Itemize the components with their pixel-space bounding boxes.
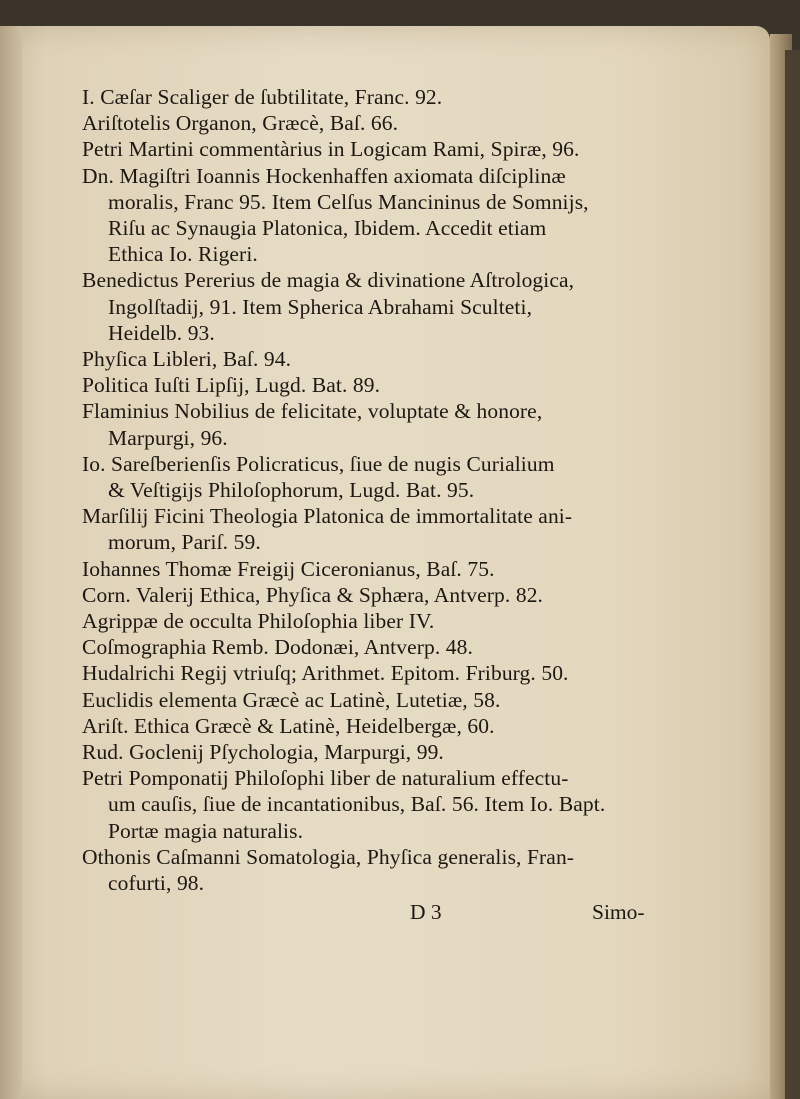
bibliography-list: [82, 84, 662, 896]
entry-line: Agrippæ de occulta Philoſophia liber IV.: [82, 609, 435, 634]
entry-continuation-line: Riſu ac Synaugia Platonica, Ibidem. Accedit etiam: [108, 216, 547, 241]
entry-continuation-line: & Veſtigijs Philoſophorum, Lugd. Bat. 95.: [108, 478, 475, 503]
catchword: Simo-: [592, 900, 645, 924]
entry-continuation-line: cofurti, 98.: [108, 871, 205, 896]
entry-line: Coſmographia Remb. Dodonæi, Antverp. 48.: [82, 635, 473, 660]
entry-line: Dn. Magiſtri Ioannis Hockenhaffen axiomata diſciplinæ: [82, 163, 566, 188]
binding-gutter: [0, 26, 22, 1099]
entry-line: Marſilij Ficini Theologia Platonica de immortalitate ani-: [82, 504, 573, 529]
page-footer: [0, 900, 770, 934]
entry-line: Benedictus Pererius de magia & divinatione Aſtrologica,: [82, 268, 575, 293]
entry-line: Phyſica Libleri, Baſ. 94.: [82, 347, 292, 372]
entry-line: Petri Martini commentàrius in Logicam Rami, Spiræ, 96.: [82, 137, 580, 162]
entry-continuation-line: Ingolſtadij, 91. Item Spherica Abrahami Sculteti,: [108, 294, 533, 319]
entry-line: Euclidis elementa Græcè ac Latinè, Lutetiæ, 58.: [82, 687, 501, 712]
entry-line: I. Cæſar Scaliger de ſubtilitate, Franc. 92.: [82, 85, 443, 109]
signature-mark: D 3: [410, 900, 442, 924]
book-cover-edge: [785, 50, 800, 1099]
entry-line: Othonis Caſmanni Somatologia, Phyſica generalis, Fran-: [82, 844, 575, 869]
entry-line: Flaminius Nobilius de felicitate, voluptate & honore,: [82, 399, 543, 424]
entry-continuation-line: Ethica Io. Rigeri.: [108, 242, 258, 267]
entry-line: Hudalrichi Regij vtriuſq; Arithmet. Epitom. Friburg. 50.: [82, 661, 569, 686]
entry-continuation-line: um cauſis, ſiue de incantationibus, Baſ. 56. Item Io. Bapt.: [108, 792, 606, 817]
entry-line: Iohannes Thomæ Freigij Ciceronianus, Baſ. 75.: [82, 556, 495, 581]
entry-continuation-line: Portæ magia naturalis.: [108, 818, 304, 843]
entry-line: Politica Iuſti Lipſij, Lugd. Bat. 89.: [82, 373, 381, 398]
entry-line: Ariſt. Ethica Græcè & Latinè, Heidelbergæ, 60.: [82, 713, 495, 738]
entry-continuation-line: Heidelb. 93.: [108, 320, 215, 345]
entry-continuation-line: moralis, Franc 95. Item Celſus Mancininus de Somnijs,: [108, 189, 589, 214]
entry-line: Ariſtotelis Organon, Græcè, Baſ. 66.: [82, 111, 399, 136]
entry-continuation-line: morum, Pariſ. 59.: [108, 530, 261, 555]
entry-line: Petri Pomponatij Philoſophi liber de naturalium effectu-: [82, 766, 569, 791]
entry-line: Io. Sareſberienſis Policraticus, ſiue de nugis Curialium: [82, 451, 555, 476]
entry-line: Corn. Valerij Ethica, Phyſica & Sphæra, Antverp. 82.: [82, 582, 544, 607]
entry-continuation-line: Marpurgi, 96.: [108, 425, 228, 450]
entry-line: Rud. Goclenij Pſychologia, Marpurgi, 99.: [82, 740, 444, 765]
